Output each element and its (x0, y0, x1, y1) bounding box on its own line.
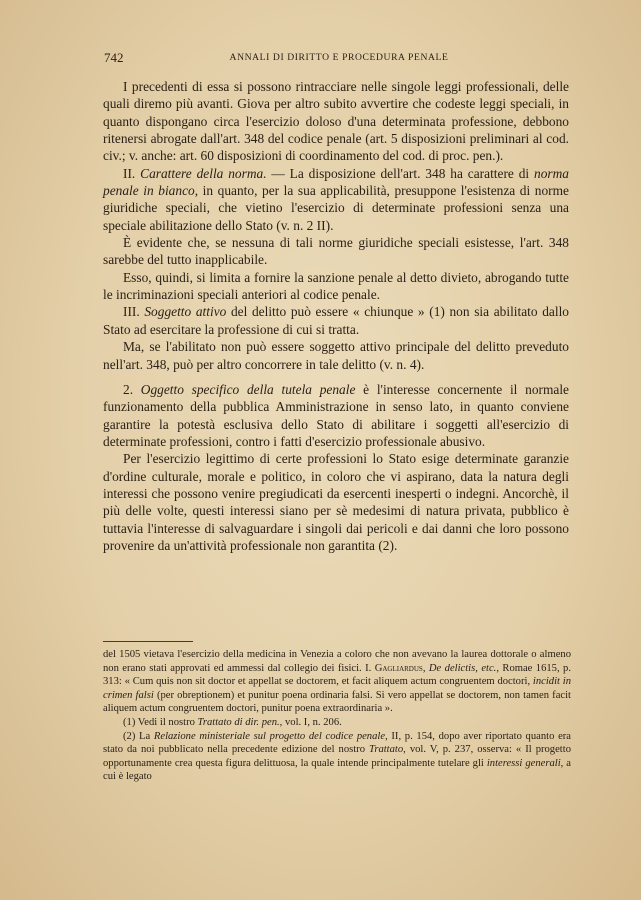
footnote-text: , vol. V, p. 237, osserva: « Il progetto opportunamente crea questa figura delittuosa, la quale intende principalmente tutelare gli (103, 744, 571, 769)
paragraph (103, 165, 569, 234)
footnote-1 (103, 716, 571, 730)
paragraph-text: Esso, quindi, si limita a fornire la sanzione penale al detto divieto, abrogando tutte le incriminazioni speciali anteriori al codice penale. (103, 269, 569, 303)
running-head: ANNALI DI DIRITTO E PROCEDURA PENALE (229, 52, 449, 63)
section-title: Carattere della norma. (140, 165, 267, 181)
footnote-text: , a cui è legato (103, 757, 571, 783)
paragraph-text: del delitto può essere « chiunque » (1) non sia abilitato dallo Stato ad esercitare la professione di cui si tratta. (103, 304, 569, 337)
section-number: 2. (123, 381, 141, 397)
work-title: Trattato di dir. pen. (197, 716, 280, 728)
footnote-continuation (103, 648, 571, 716)
paragraph-text: , in quanto, per la sua applicabilità, presuppone l'esistenza di norme giuridiche speciali, che vietino l'esercizio di determinate professioni senza una speciale abilitazione dello Stato (v. n. 2 II). (103, 183, 570, 233)
section-number: III. (123, 304, 145, 320)
footnote-divider (103, 641, 193, 642)
paragraph-text: è l'interesse concernente il normale funzionamento della pubblica Amministrazione in senso lato, in quanto conviene garantire la potestà esclusiva dello Stato di abilitare i soggetti all'esercizio di determinate professioni, contro i fatti d'esercizio professionale abusivo. (103, 381, 570, 449)
footnote-text: (2) La (123, 730, 154, 742)
paragraph-text: È evidente che, se nessuna di tali norme giuridiche speciali esistesse, l'art. 348 sarebbe del tutto inapplicabile. (103, 235, 569, 268)
paragraph (103, 381, 569, 450)
paragraph (103, 450, 569, 554)
page-header (104, 50, 574, 68)
paragraph (103, 303, 569, 338)
emphasis: norma penale in bianco (103, 165, 569, 199)
paragraph (103, 234, 569, 269)
footnote-text: , Romae 1615, p. 313: « Cum quis non sit doctor et appellat se doctorem, et facit aliquem actum congruentem doctori, (103, 662, 571, 688)
paragraph (103, 78, 569, 165)
emphasis: incidit in crimen falsi (103, 676, 571, 701)
work-title: Trattato (369, 744, 404, 756)
footnote-text: , II, p. 154, dopo aver riportato quanto era stato da noi pubblicato nella precedente edizione del nostro (103, 730, 572, 756)
paragraph (103, 338, 569, 373)
section-number: II. (123, 165, 141, 181)
paragraph (103, 269, 569, 304)
section-title: Oggetto specifico della tutela penale (140, 381, 356, 397)
footnote-text: , (422, 662, 429, 674)
paragraph-text: — La disposizione dell'art. 348 ha carattere di (266, 165, 535, 181)
section-title: Soggetto attivo (144, 304, 227, 320)
paragraph-text: I precedenti di essa si possono rintracciare nelle singole leggi professionali, delle quali diremo più avanti. Giova per altro subito avvertire che codeste leggi speciali, in quanto dispongano circa l'esercizio doloso d'una determinata professione, debbono ritenersi abrogate dall'art. 348 del codice penale (art. 5 disposizioni preliminari al cod. civ.; v. anche: art. 60 disposizioni di coordinamento del cod. di proc. pen.). (103, 79, 569, 164)
page-number: 742 (104, 50, 124, 65)
body-text (103, 78, 569, 554)
author-name: Gagliardus (374, 662, 423, 674)
paragraph-text: Ma, se l'abilitato non può essere soggetto attivo principale del delitto preveduto nell'art. 348, può per altro concorrere in tale delitto (v. n. 4). (103, 339, 569, 372)
footnotes (103, 648, 571, 784)
footnote-2 (103, 730, 571, 784)
work-title: Relazione ministeriale sul progetto del codice penale (153, 730, 386, 742)
work-title: De delictis, etc. (428, 662, 497, 674)
footnote-text: (per obreptionem) et punitur poena ordinaria falsi. Si vero appellat se doctorem, non tamen facit aliquem actum congruentem doctori, punitur poena extraordinaria ». (103, 689, 571, 715)
paragraph-text: Per l'esercizio legittimo di certe professioni lo Stato esige determinate garanzie d'ordine culturale, morale e politico, in coloro che vi aspirano, data la natura degli interessi che possono venire pregiudicati da esercenti inesperti o indegni. Ancorchè, il più delle volte, questi interessi siano per sè medesimi di natura privata, pubblico è tuttavia l'interesse di salvaguardare i singoli dai pericoli e dai danni che loro possono provenire da un'attività professionale non garantita (2). (103, 451, 569, 553)
emphasis: interessi generali (486, 757, 561, 769)
footnote-text: del 1505 vietava l'esercizio della medicina in Venezia a coloro che non avevano la laurea dottorale o almeno non erano stati approvati ed ammessi dal collegio dei fisici. I. (103, 649, 571, 674)
footnote-text: , vol. I, n. 206. (279, 716, 342, 728)
footnote-text: (1) Vedi il nostro (123, 716, 198, 728)
